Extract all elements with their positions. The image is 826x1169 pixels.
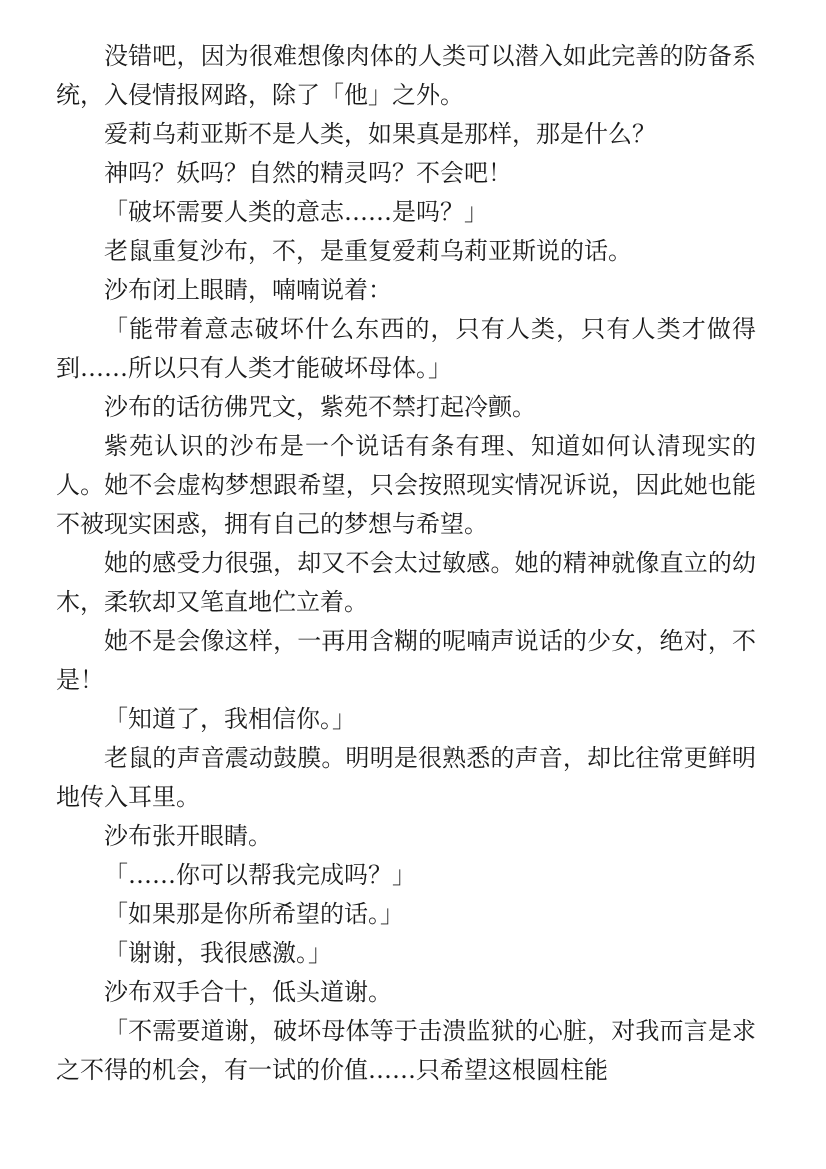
paragraph: 老鼠的声音震动鼓膜。明明是很熟悉的声音，却比往常更鲜明地传入耳里。 bbox=[56, 744, 756, 811]
paragraph: 「破坏需要人类的意志……是吗？」 bbox=[104, 198, 488, 226]
paragraph: 「谢谢，我很感激。」 bbox=[104, 939, 332, 967]
paragraph: 沙布双手合十，低头道谢。 bbox=[104, 978, 392, 1006]
paragraph: 「……你可以帮我完成吗？」 bbox=[104, 861, 416, 889]
paragraph: 沙布张开眼睛。 bbox=[104, 822, 272, 850]
paragraph: 爱莉乌莉亚斯不是人类，如果真是那样，那是什么？ bbox=[104, 120, 656, 148]
page-body bbox=[56, 37, 756, 1090]
paragraph: 「如果那是你所希望的话。」 bbox=[104, 900, 404, 928]
paragraph: 「不需要道谢，破坏母体等于击溃监狱的心脏，对我而言是求之不得的机会，有一试的价值……只希望这根圆柱能 bbox=[56, 1017, 756, 1084]
paragraph: 沙布的话彷佛咒文，紫苑不禁打起冷颤。 bbox=[104, 393, 536, 421]
paragraph: 沙布闭上眼睛，喃喃说着： bbox=[104, 276, 392, 304]
paragraph: 「知道了，我相信你。」 bbox=[104, 705, 356, 733]
paragraph: 没错吧，因为很难想像肉体的人类可以潜入如此完善的防备系统，入侵情报网路，除了「他」之外。 bbox=[56, 42, 756, 109]
paragraph: 她的感受力很强，却又不会太过敏感。她的精神就像直立的幼木，柔软却又笔直地伫立着。 bbox=[56, 549, 756, 616]
paragraph: 紫苑认识的沙布是一个说话有条有理、知道如何认清现实的人。她不会虚构梦想跟希望，只会按照现实情况诉说，因此她也能不被现实困惑，拥有自己的梦想与希望。 bbox=[56, 432, 756, 538]
paragraph: 「能带着意志破坏什么东西的，只有人类，只有人类才做得到……所以只有人类才能破坏母体。」 bbox=[56, 315, 756, 382]
paragraph: 神吗？妖吗？自然的精灵吗？不会吧！ bbox=[104, 159, 512, 187]
paragraph: 老鼠重复沙布，不，是重复爱莉乌莉亚斯说的话。 bbox=[104, 237, 632, 265]
paragraph: 她不是会像这样，一再用含糊的呢喃声说话的少女，绝对，不是！ bbox=[56, 627, 756, 694]
